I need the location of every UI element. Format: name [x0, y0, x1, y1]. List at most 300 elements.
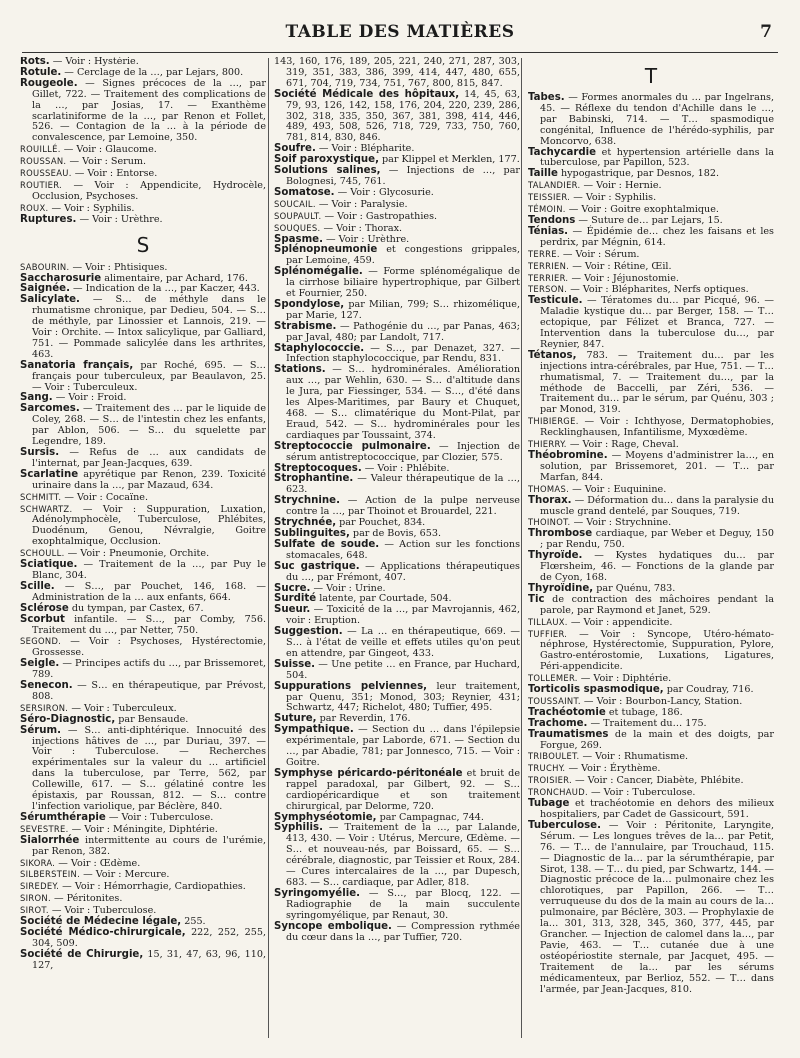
entry-heading: Rougeole. — [20, 77, 78, 89]
index-entry — [20, 361, 266, 394]
index-entry — [528, 249, 774, 261]
entry-heading: Surdité — [274, 593, 317, 605]
entry-text: alimentaire, par Achard, 176. — [101, 272, 248, 284]
entry-text: intermittente au cours de l'urémie, par Renon, 382. — [32, 834, 266, 857]
entry-heading: Scarlatine — [20, 468, 79, 480]
entry-text: par Reverdin, 176. — [316, 713, 411, 725]
entry-text: — Voir : Blépharites, Nerfs optiques. — [567, 284, 749, 296]
entry-heading: Thyroïdine, — [528, 582, 594, 594]
entry-heading: Taille — [528, 168, 558, 180]
index-entry — [274, 922, 520, 944]
entry-heading: Soufre. — [274, 143, 316, 155]
entry-heading: Symphyse péricardo-péritonéale — [274, 767, 463, 779]
entry-heading: ROUILLÉ. — [20, 144, 61, 155]
entry-text: par Klippel et Merklen, 177. — [378, 154, 520, 166]
entry-heading: Thyroïde. — [528, 550, 583, 562]
entry-text: — Voir : Entorse. — [71, 168, 158, 180]
index-entry — [20, 180, 266, 203]
entry-text: — Voir : Phlébite. — [361, 462, 450, 474]
entry-text: par Roché, 695. — S… français pour tuberculeux, par Beaulavon, 25. — Voir : Tuberculeux. — [32, 359, 266, 393]
entry-text: — Compression rythmée du cœur dans la …, par Tuffier, 720. — [286, 920, 520, 943]
entry-text: — Déformation du… dans la paralysie du muscle grand dentelé, par Souques, 719. — [540, 494, 774, 517]
entry-text: — Voir : Syphilis. — [48, 202, 135, 214]
entry-heading: TÉMOIN. — [528, 204, 566, 215]
entry-text: de la main et des doigts, par Forgue, 269. — [540, 728, 774, 751]
entry-heading: TOUSSAINT. — [528, 695, 581, 706]
entry-text: — Voir : Rétine, Œil. — [569, 260, 672, 272]
entry-text: — Voir : Urèthre. — [322, 233, 410, 245]
index-entry — [20, 560, 266, 582]
entry-heading: Staphylococcie. — [274, 342, 365, 354]
entry-heading: Syncope embolique. — [274, 920, 392, 932]
entry-text: — Voir : Serum. — [66, 156, 147, 168]
index-entry — [274, 562, 520, 584]
index-entry — [274, 889, 520, 922]
entry-heading: SEGOND. — [20, 636, 62, 647]
entry-heading: Trachéotomie — [528, 706, 606, 718]
entry-heading: SCHOULL. — [20, 548, 65, 559]
index-entry — [20, 681, 266, 703]
entry-text: — Voir : Suppuration, Luxation, Adénolymphocèle, Tuberculose, Phlébites, Duodénum, Genou, Névralgie, Goitre exophtalmique, Occlusion. — [32, 503, 266, 548]
index-entry — [20, 615, 266, 637]
entry-heading: Suisse. — [274, 658, 315, 670]
index-entry — [274, 188, 520, 199]
entry-text: latente, par Courtade, 504. — [316, 593, 452, 605]
entry-text: — Tératomes du… par Picqué, 96. — Maladie kystique du… par Berger, 158. — T… ectopique, par Félizet et Branca, 727. — Intervention dans la tuberculose du…, par Reynier, 847. — [540, 295, 774, 350]
entry-text: — Kystes hydatiques du… par Flœrsheim, 46. — Fonctions de la glande par de Cyon, 168. — [540, 550, 774, 583]
entry-heading: Seigle. — [20, 658, 60, 670]
entry-heading: Strychnée, — [274, 517, 337, 529]
entry-text: — Voir : Érythème. — [565, 763, 661, 775]
entry-heading: Streptococcie pulmonaire. — [274, 440, 431, 452]
entry-heading: SILBERSTEIN. — [20, 869, 81, 880]
entry-text: — Moyens d'administrer la…, en solution, par Brissemoret, 201. — T… par Marfan, 844. — [540, 450, 774, 483]
entry-text: — Traitement du… 175. — [587, 717, 707, 729]
entry-heading: TERRE. — [528, 248, 560, 259]
entry-heading: Spondylose, — [274, 298, 345, 310]
index-entry — [274, 660, 520, 682]
index-column-2 — [274, 57, 520, 1047]
entry-heading: Trachome. — [528, 717, 588, 729]
entry-heading: Salicylate. — [20, 294, 80, 306]
entry-text: du tympan, par Castex, 67. — [68, 602, 204, 614]
entry-text: par Pouchet, 834. — [336, 517, 426, 529]
index-entry — [528, 799, 774, 821]
entry-heading: Testicule. — [528, 295, 583, 307]
entry-heading: Sclérose — [20, 602, 69, 614]
index-entry — [528, 629, 774, 674]
page-number: 7 — [760, 22, 772, 42]
entry-text: — La … en thérapeutique, 669. — S… à l'état de veille et effets utiles qu'on peut en attendre, par Gingeot, 433. — [286, 626, 520, 659]
entry-heading: TERRIEN. — [528, 260, 570, 271]
index-entry — [20, 168, 266, 180]
entry-text: — Voir : Urèthre. — [76, 213, 163, 225]
entry-text: — Voir : appendicite. — [567, 616, 673, 628]
entry-heading: Saccharosurie — [20, 272, 102, 284]
entry-heading: Sanatoria français, — [20, 359, 134, 371]
index-entry — [274, 245, 520, 267]
entry-text: leur traitement, par Quenu, 351; Monod, 303; Reynier, 431; Schwartz, 447; Richelot, 480; Tuffier, 495. — [286, 680, 520, 714]
entry-heading: Théobromine. — [528, 450, 608, 461]
index-entry — [20, 813, 266, 824]
entry-heading: SOUQUES. — [274, 222, 321, 233]
entry-text: — Voir : Hystérie. — [49, 57, 139, 67]
entry-heading: Streptocoques. — [274, 462, 362, 474]
page-title: TABLE DES MATIÈRES — [285, 22, 515, 42]
index-entry — [528, 351, 774, 416]
entry-text: — Suture de… par Lejars, 15. — [575, 214, 723, 226]
header-rule — [22, 52, 778, 53]
index-entry — [20, 404, 266, 448]
entry-heading: Société Médico-chirurgicale, — [20, 926, 186, 938]
entry-text: — Voir : Jéjunostomie. — [568, 272, 679, 284]
entry-text: — Principes actifs du …, par Brissemoret, 789. — [32, 658, 266, 681]
entry-heading: Sympathique. — [274, 724, 354, 736]
entry-heading: TEISSIER. — [528, 192, 571, 203]
index-entry — [528, 296, 774, 351]
page-header — [22, 14, 778, 54]
entry-text: et tubage, 186. — [605, 706, 683, 718]
entry-heading: Suggestion. — [274, 626, 343, 638]
entry-heading: ROUX. — [20, 202, 49, 213]
entry-heading: Syringomyélie. — [274, 887, 360, 899]
entry-text: — Voir : Blépharite. — [315, 143, 415, 155]
entry-text: — Voir : Euquinine. — [569, 483, 667, 495]
entry-text: 783. — Traitement du… par les injections intra-cérébrales, par Hue, 751. — T… rhumatismal, 7. — Traitement du…, par la méthode de Baccelli, par Zéri, 536. — Traitement du… par le sérum, par Quénu, 303 ; par Monod, 319. — [540, 349, 774, 416]
entry-text: — Voir : Phtisiques. — [69, 261, 168, 273]
index-entry — [20, 492, 266, 504]
entry-heading: TERSON. — [528, 284, 568, 295]
entry-text: — Traitement de la …, par Puy le Blanc, 304. — [32, 559, 266, 581]
entry-heading: THOINOT. — [528, 517, 571, 528]
entry-heading: Suture, — [274, 713, 317, 725]
entry-heading: Sulfate de soude. — [274, 538, 380, 550]
index-entry — [528, 169, 774, 180]
entry-heading: TALANDIER. — [528, 180, 581, 191]
entry-heading: Sursis. — [20, 447, 60, 458]
index-entry — [528, 595, 774, 617]
index-entry — [20, 582, 266, 604]
entry-heading: TRONCHAUD. — [528, 787, 588, 798]
entry-text: — Voir : Hémorrhagie, Cardiopathies. — [59, 881, 246, 893]
index-entry — [274, 605, 520, 627]
index-entry — [528, 148, 774, 170]
index-entry — [274, 823, 520, 888]
entry-heading: Scorbut — [20, 613, 65, 625]
entry-heading: Sialorrhée — [20, 834, 80, 846]
entry-heading: Sucre. — [274, 582, 311, 594]
index-entry — [20, 504, 266, 549]
index-entry — [274, 322, 520, 344]
index-entry — [274, 267, 520, 300]
index-entry — [528, 180, 774, 192]
entry-text: — Voir : Tuberculeux. — [68, 702, 177, 714]
entry-text: hypogastrique, par Desnos, 182. — [557, 168, 719, 180]
entry-heading: SCHMITT. — [20, 491, 62, 502]
entry-text: apyrétique par Renon, 239. Toxicité urinaire dans la …, par Mazaud, 634. — [32, 468, 266, 491]
entry-heading: THIBIERGE. — [528, 416, 579, 427]
entry-text: cardiaque, par Weber et Deguy, 150 ; par Rendu, 750. — [540, 528, 774, 551]
entry-heading: Strychnine. — [274, 495, 340, 507]
entry-text: — S…, par Pouchet, 146, 168. — Administration de la … aux enfants, 664. — [32, 580, 266, 603]
entry-text: — Voir : Pneumonie, Orchite. — [64, 548, 210, 560]
entry-text: et trachéotomie en dehors des milieux hospitaliers, par Cadet de Gassicourt, 591. — [540, 798, 774, 820]
index-entry — [528, 416, 774, 439]
entry-text: — Voir : Rage, Cheval. — [566, 439, 679, 451]
entry-heading: Tétanos, — [528, 349, 577, 361]
entry-heading: Sublinguites, — [274, 527, 350, 539]
entry-heading: ROUTIER. — [20, 179, 63, 190]
entry-heading: Soif paroxystique, — [274, 154, 379, 166]
entry-heading: Sarcomes. — [20, 403, 80, 415]
entry-text: — S…, par Denazet, 327. — Infection staphylococcique, par Rendu, 831. — [286, 342, 520, 365]
entry-heading: Syphilis. — [274, 822, 323, 834]
entry-heading: SERSIRON. — [20, 702, 69, 713]
entry-heading: Solutions salines, — [274, 165, 381, 177]
entry-text: — Voir : Diphtérie. — [577, 673, 672, 685]
index-entry — [528, 763, 774, 775]
index-entry — [274, 627, 520, 660]
entry-heading: Tendons — [528, 214, 576, 226]
entry-text: par Bensaude. — [115, 713, 189, 725]
entry-heading: Sueur. — [274, 604, 311, 616]
entry-text: — Voir : Glaucome. — [60, 144, 157, 156]
entry-text: par Quénu, 783. — [593, 582, 676, 594]
entry-heading: Tic — [528, 593, 545, 605]
entry-text: — Section du … dans l'épilepsie expérimentale, par Laborde, 671. — Section du …, par Abadie, 781; par Jonnesco, 715. — Voir : Goitre. — [286, 724, 520, 768]
index-entry — [20, 470, 266, 492]
entry-heading: Traumatismes — [528, 728, 609, 740]
index-entry — [274, 474, 520, 496]
index-entry — [528, 617, 774, 629]
index-entry — [528, 496, 774, 518]
index-entry — [20, 726, 266, 813]
entry-text: infantile. — S…, par Comby, 756. Traitement du …, par Netter, 750. — [32, 613, 266, 636]
entry-heading: Spasme. — [274, 233, 323, 245]
entry-text: — Voir : Goitre exophtalmique. — [565, 204, 719, 216]
index-entry — [528, 192, 774, 204]
column-divider — [268, 58, 269, 1038]
entry-heading: Strophantine. — [274, 473, 354, 485]
section-letter: T — [644, 64, 658, 88]
entry-heading: Ruptures. — [20, 213, 77, 225]
entry-heading: SEVESTRE. — [20, 823, 69, 834]
entry-heading: Sérumthérapie — [20, 811, 106, 823]
entry-text: — Pathogénie du …, par Panas, 463; par Javal, 480; par Landolt, 717. — [286, 320, 520, 343]
entry-heading: Strabisme. — [274, 320, 337, 332]
entry-text: — Voir : Urine. — [310, 582, 386, 594]
entry-heading: Société de Chirurgie, — [20, 948, 144, 960]
entry-heading: Suppurations pelviennes, — [274, 680, 428, 692]
entry-text: — Signes précoces de la …, par Gillet, 722. — Traitement des complications de la …, par Josias, 17. — Exanthème scarlatiniforme de la …, par Renon et Follet, 526. — Contagion de la … à la période de convalescence, par Lemoine, 350. — [32, 77, 266, 144]
index-entry — [20, 156, 266, 168]
entry-text: par Coudray, 716. — [663, 684, 754, 696]
entry-heading: SIROT. — [20, 905, 49, 916]
index-entry — [528, 227, 774, 249]
index-column-3 — [528, 57, 774, 1047]
index-entry — [20, 836, 266, 858]
entry-heading: Rotule. — [20, 66, 62, 78]
entry-heading: Thorax. — [528, 494, 572, 506]
entry-text: — S… anti-diphtérique. Innocuité des injections hâtives de …, par Duriau, 397. — Voir : Tuberculose. — Recherches expérimentales sur la valeur du … artificiel dans la tuberculose, par Terre, 562, par Collewille, 617. — S… gélatiné contre les épistaxis, par Roussan, 812. — S… contre l'infection variolique, par Béclère, 840. — [32, 724, 266, 812]
entry-heading: SCHWARTZ. — [20, 503, 73, 514]
entry-text: — Une petite … en France, par Huchard, 504. — [286, 658, 520, 681]
entry-text: — Indication de la …, par Kaczer, 443. — [69, 283, 260, 295]
entry-text: — Injection de sérum antistreptococcique, par Clozier, 575. — [286, 440, 520, 463]
entry-text: 15, 31, 47, 63, 96, 110, 127, — [32, 948, 266, 971]
index-entry — [20, 215, 266, 226]
entry-text: — Voir : Syncope, Utéro-hémato-néphrose, Hystérectomie, Suppuration, Pylore, Gastro-entérostomie, Luxations, Ligatures, Péri-appendicite. — [540, 628, 774, 673]
entry-text: — S… de méthyle dans le rhumatisme chronique, par Dedieu, 504. — S… de méthyle, par Linossier et Lannois, 219. — Voir : Orchite. — Intox salicylique, par Galliard, 751. — Pommade salicylée dans les arthrites, 463. — [32, 294, 266, 360]
entry-text: — Voir : Tuberculose. — [105, 811, 214, 823]
entry-text: — Voir : Tuberculose. — [587, 787, 696, 799]
entry-text: — Forme splénomégalique de la cirrhose biliaire hypertrophique, par Gilbert et Fournier, 250. — [286, 266, 520, 300]
index-column-1 — [20, 57, 266, 1047]
entry-text: — Voir : Gastropathies. — [321, 210, 438, 222]
entry-text: — Voir : Appendicite, Hydrocèle, Occlusion, Psychoses. — [32, 179, 266, 202]
entry-heading: ROUSSAN. — [20, 156, 67, 167]
entry-heading: Tachycardie — [528, 146, 597, 158]
entry-text: — Voir : Rhumatisme. — [579, 751, 689, 763]
index-entry — [274, 300, 520, 322]
index-entry — [274, 442, 520, 464]
index-entry — [528, 93, 774, 148]
entry-text: — Voir : Cocaïne. — [61, 491, 148, 503]
entry-heading: Saignée. — [20, 283, 70, 295]
entry-text: par de Bovis, 653. — [349, 527, 441, 539]
entry-heading: Société Médicale des hôpitaux, — [274, 88, 460, 100]
index-entry — [20, 448, 266, 470]
index-entry — [274, 344, 520, 366]
entry-heading: Splénopneumonie — [274, 244, 378, 256]
entry-text: — Voir : Froid. — [52, 392, 127, 404]
entry-heading: SOUPAULT. — [274, 210, 322, 221]
entry-text: — Voir : Mercure. — [80, 869, 170, 881]
entry-heading: TRIBOULET. — [528, 751, 580, 762]
entry-text: — S… en thérapeutique, par Prévost, 808. — [32, 680, 266, 702]
index-entry — [20, 659, 266, 681]
entry-text: et bruit de rappel paradoxal, par Gilbert, 92. — S… cardiopéricardique et son traitement chirurgical, par Delorme, 720. — [286, 767, 520, 812]
entry-text: et congestions grippales, par Lemoine, 459. — [286, 244, 520, 267]
index-entry — [274, 166, 520, 188]
entry-heading: Société de Médecine légale, — [20, 916, 182, 928]
index-entry — [274, 365, 520, 441]
index-entry — [20, 144, 266, 156]
entry-text: 222, 252, 255, 304, 509. — [32, 926, 266, 949]
entry-heading: SABOURIN. — [20, 261, 70, 272]
entry-text: 143, 160, 176, 189, 205, 221, 240, 271, 287, 303, 319, 351, 383, 386, 399, 414, 447, 480, 655, 671, 704, 719, 734, 751, 767, 800, 815, 847. — [274, 57, 520, 89]
entry-heading: Sérum. — [20, 724, 62, 736]
index-entry — [528, 751, 774, 763]
entry-heading: Suc gastrique. — [274, 560, 360, 572]
index-entry — [528, 685, 774, 696]
index-entry — [528, 821, 774, 996]
entry-text: — Péritonites. — [50, 893, 123, 905]
entry-heading: Tuberculose. — [528, 819, 601, 831]
entry-text: — Voir : Tuberculose. — [48, 905, 157, 917]
entry-heading: SIREDEY. — [20, 881, 60, 892]
entry-heading: TERRIER. — [528, 272, 569, 283]
entry-text: — Voir : Hernie. — [580, 180, 662, 192]
entry-heading: THIERRY. — [528, 439, 567, 450]
section-letter: S — [136, 232, 150, 257]
index-entry — [528, 261, 774, 273]
entry-heading: Thrombose — [528, 528, 593, 540]
index-entry — [274, 725, 520, 769]
entry-heading: Sciatique. — [20, 559, 78, 571]
entry-text: 255. — [181, 916, 206, 928]
entry-heading: SIRON. — [20, 893, 51, 904]
entry-text: — Voir : Psychoses, Hystérectomie, Grossesse. — [32, 636, 266, 659]
entry-heading: Stations. — [274, 364, 326, 376]
index-entry — [274, 57, 520, 90]
index-entry — [20, 881, 266, 893]
entry-heading: SOUCAIL. — [274, 198, 316, 209]
entry-text: — Action de la pulpe nerveuse contre la …, par Thoinot et Brouardel, 221. — [286, 495, 520, 518]
entry-heading: TROISIER. — [528, 775, 572, 786]
entry-text: — Refus de … aux candidats de l'internat, par Jean-Jacques, 639. — [32, 447, 266, 469]
entry-text: — Voir : Méningite, Diphtérie. — [68, 823, 218, 835]
entry-text: — Action sur les fonctions stomacales, 648. — [286, 538, 520, 561]
entry-text: — Voir : Sérum. — [559, 248, 640, 260]
index-entry — [20, 295, 266, 360]
entry-heading: Splénomégalie. — [274, 266, 363, 278]
index-entry — [528, 775, 774, 787]
index-entry — [274, 540, 520, 562]
entry-heading: TOLLEMER. — [528, 673, 578, 684]
index-entry — [528, 551, 774, 584]
entry-text: — Injections de …, par Bolognesi, 745, 761. — [286, 165, 520, 187]
entry-text: — Épidémie de… chez les faisans et les perdrix, par Mégnin, 614. — [540, 225, 774, 248]
entry-heading: THOMAS. — [528, 483, 570, 494]
entry-heading: Somatose. — [274, 186, 335, 198]
index-entry — [20, 893, 266, 905]
entry-heading: Symphyséotomie, — [274, 811, 377, 823]
entry-text: et hypertension artérielle dans la tuberculose, par Papillon, 523. — [540, 146, 774, 169]
entry-heading: Ténias. — [528, 225, 569, 237]
entry-text: — Formes anormales du … par Ingelrans, 45. — Réflexe du tendon d'Achille dans le …, par Babinski, 714. — T… spasmodique congénital, Influence de l'hérédo-syphilis, par Moncorvo, 638. — [540, 92, 774, 147]
entry-text: — Voir : Ichthyose, Dermatophobies, Recklinghausen, Infantilisme, Myxœdème. — [540, 416, 774, 439]
entry-text: — Cerclage de la …, par Lejars, 800. — [61, 66, 244, 78]
index-entry — [528, 730, 774, 752]
entry-text: — Voir : Bourbon-Lancy, Station. — [580, 695, 743, 707]
entry-text: — Voir : Syphilis. — [570, 192, 657, 204]
entry-heading: Torticolis spasmodique, — [528, 684, 664, 696]
entry-heading: ROUSSEAU. — [20, 168, 72, 179]
index-entry — [528, 451, 774, 484]
entry-text: — Applications thérapeutiques du …, par Frémont, 407. — [286, 560, 520, 583]
index-entry — [20, 79, 266, 144]
entry-text: — Voir : Œdème. — [55, 857, 141, 869]
entry-text: — Valeur thérapeutique de la …, 623. — [286, 473, 520, 496]
entry-text: — Voir : Glycosurie. — [334, 186, 434, 198]
entry-heading: TILLAUX. — [528, 616, 568, 627]
index-entry — [20, 928, 266, 950]
entry-heading: TRUCHY. — [528, 763, 566, 774]
entry-heading: Séro-Diagnostic, — [20, 713, 116, 725]
entry-text: — Voir : Péritonite, Laryngite, Sérum. — Les longues trêves de la… par Petit, 76. — T… de l'annulaire, par Trouchaud, 115. — Diagnostic de la… par la sérumthérapie, par Sirot, 138. — T… du pied, par Schwartz, 144. — Diagnostic précoce de la… pulmonaire chez les chlorotiques, par Papillon, 266. — T… verruqueuse du dos de la main au cours de la… pulmonaire, par Béclère, 303. — Prophylaxie de la… 301, 313, 328, 345, 360, 377, 445, par Grancher. — Injection de calomel dans la…, par Pavie, 463. — T… cutanée due à une ostéopériostite sternale, par Jacquet, 495. — Traitement de la… par les sérums médicamenteux, par Berlioz, 552. — T… dans l'armée, par Jean-Jacques, 810. — [540, 819, 774, 995]
entry-text: — Traitement des … par le liquide de Coley, 268. — S… de l'intestin chez les enfants, par Ablon, 506. — S… du squelette par Legendre, 189. — [32, 403, 266, 448]
index-entry — [274, 199, 520, 211]
entry-heading: Rots. — [20, 57, 50, 67]
entry-heading: Senecon. — [20, 680, 73, 692]
entry-heading: Scille. — [20, 580, 55, 592]
entry-text: — S… hydrominérales. Amélioration aux …, par Wehlin, 630. — S… d'altitude dans le Jura, par Fiessinger, 534. — S…, d'été dans les Alpes-Maritimes, par Baury et Chuquet, 468. — S… climatérique du Mont-Pilat, par Eraud, 542. — S… hydrominérales pour les cardiaques par Toussaint, 374. — [286, 364, 520, 441]
index-entry — [274, 211, 520, 223]
entry-heading: TUFFIER. — [528, 628, 568, 639]
entry-heading: Tubage — [528, 798, 570, 810]
entry-text: — Toxicité de la …, par Mavrojannis, 462, voir : Eruption. — [286, 604, 520, 627]
